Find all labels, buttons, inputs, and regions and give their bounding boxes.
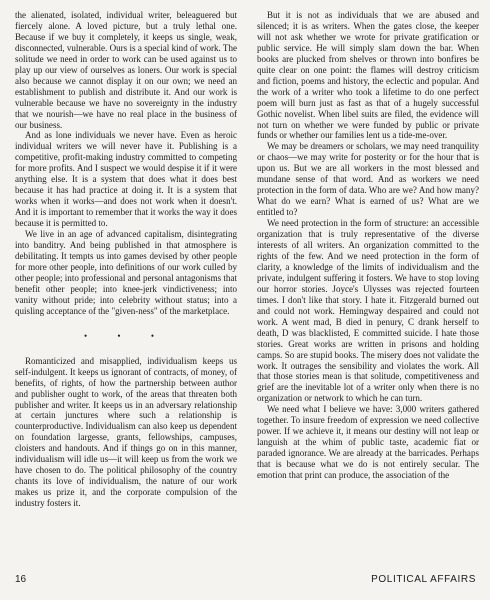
right-paragraph-3: We need protection in the form of structure: an accessible organization that is truly representative of the diverse interests of all writers. An organization committed to the rights of the few. And we need protection in the form of clarity, a knowledge of the limits of individualism and the private, indulgent suffering it fosters. We have to stop loving our horror stories. Joyce's Ulysses was rejected fourteen times. I don't like that story. I hate it. Fitzgerald burned out and could not work. Hemingway despaired and could not work. A went mad, B died in penury, C drank herself to death, D was blacklisted, E committed suicide. I hate those stories. Great works are written in prisons and holding camps. So are stupid books. The misery does not validate the work. It outrages the sensibility and violates the work. All that those stories mean is that solitude, competitiveness and grief are the inevitable lot of a writer only when there is no organization or network to which he can turn. <box>257 218 479 404</box>
left-paragraph-4: Romanticized and misapplied, individualism keeps us self-indulgent. It keeps us ignorant of contracts, of money, of benefits, of rights, of how the partnership between author and publisher ought to work, of the areas that threaten both publisher and writer. It keeps us in an adversary relationship at certain junctures where such a relationship is counterproductive. Individualism can also keep us dependent on foundation largesse, grants, fellowships, campuses, cloisters and handouts. And if things go on in this manner, individualism will idle us—it will keep us from the work we have chosen to do. The political philosophy of the country chants its love of individualism, the nature of our work makes us prize it, and the corporate compulsion of the industry fosters it. <box>15 355 237 509</box>
left-column <box>15 10 237 509</box>
left-paragraph-1: the alienated, isolated, individual writer, beleaguered but fiercely alone. A loved picture, but a truly lethal one. Because if we buy it completely, it keeps us single, weak, disconnected, vulnerable. Ours is a special kind of work. The solitude we need in order to work can be used against us to play up our view of ourselves as loners. Our work is special also because we cannot display it on our own; we need an establishment to publish and distribute it. And our work is vulnerable because we have no sovereignty in the industry that we nourish—we have no real place in the business of our business. <box>15 10 237 130</box>
left-paragraph-3: We live in an age of advanced capitalism, disintegrating into banditry. And being published in that atmosphere is debilitating. It tempts us into games devised by other people for more other people, into definitions of our work culled by other people; into professional and personal antagonisms that benefit other people; into knee-jerk vindictiveness; into vanity without pride; into celebrity without status; into a quisling acceptance of the "given-ness" of the marketplace. <box>15 229 237 316</box>
section-separator: • • • <box>84 330 168 341</box>
right-paragraph-4: We need what I believe we have: 3,000 writers gathered together. To insure freedom of expression we need collective power. If we achieve it, it means our destiny will not leap or languish at the whim of public taste, academic fiat or paraded ignorance. We are already at the barricades. Perhaps that is because what we do is not entirely secular. The emotion that print can produce, the association of the <box>257 404 479 481</box>
page-number: 16 <box>15 574 27 585</box>
right-paragraph-2: We may be dreamers or scholars, we may need tranquility or chaos—we may write for posterity or for the hour that is upon us. But we are all workers in the most blessed and mundane sense of that word. And as workers we need protection in the form of data. Who are we? And how many? What do we earn? What is earned of us? What are we entitled to? <box>257 141 479 218</box>
right-column <box>257 10 479 481</box>
left-paragraph-2: And as lone individuals we never have. Even as heroic individual writers we will never have it. Publishing is a competitive, profit-making industry committed to competing for more profits. And I suspect we would despise it if it were anything else. It is a system that does what it does best because it has had practice at doing it. It is a system that works when it works—and does not work when it doesn't. And it is important to remember that it works the way it does because it is permitted to. <box>15 130 237 229</box>
publication-title: POLITICAL AFFAIRS <box>371 574 476 585</box>
right-paragraph-1: But it is not as individuals that we are abused and silenced; it is as writers. When the gates close, the keeper will not ask whether we wrote for private gratification or public service. He will simply slam down the bar. When books are plucked from shelves or thrown into bonfires be quite clear on one point: the flames will destroy criticism and fiction, poems and history, the eclectic and popular. And the work of a writer who took a lifetime to do one perfect poem will burn just as fast as that of a hugely successful Gothic novelist. When libel suits are filed, the evidence will not turn on whether we were funded by public or private funds or whether our families lent us a tide-me-over. <box>257 10 479 141</box>
